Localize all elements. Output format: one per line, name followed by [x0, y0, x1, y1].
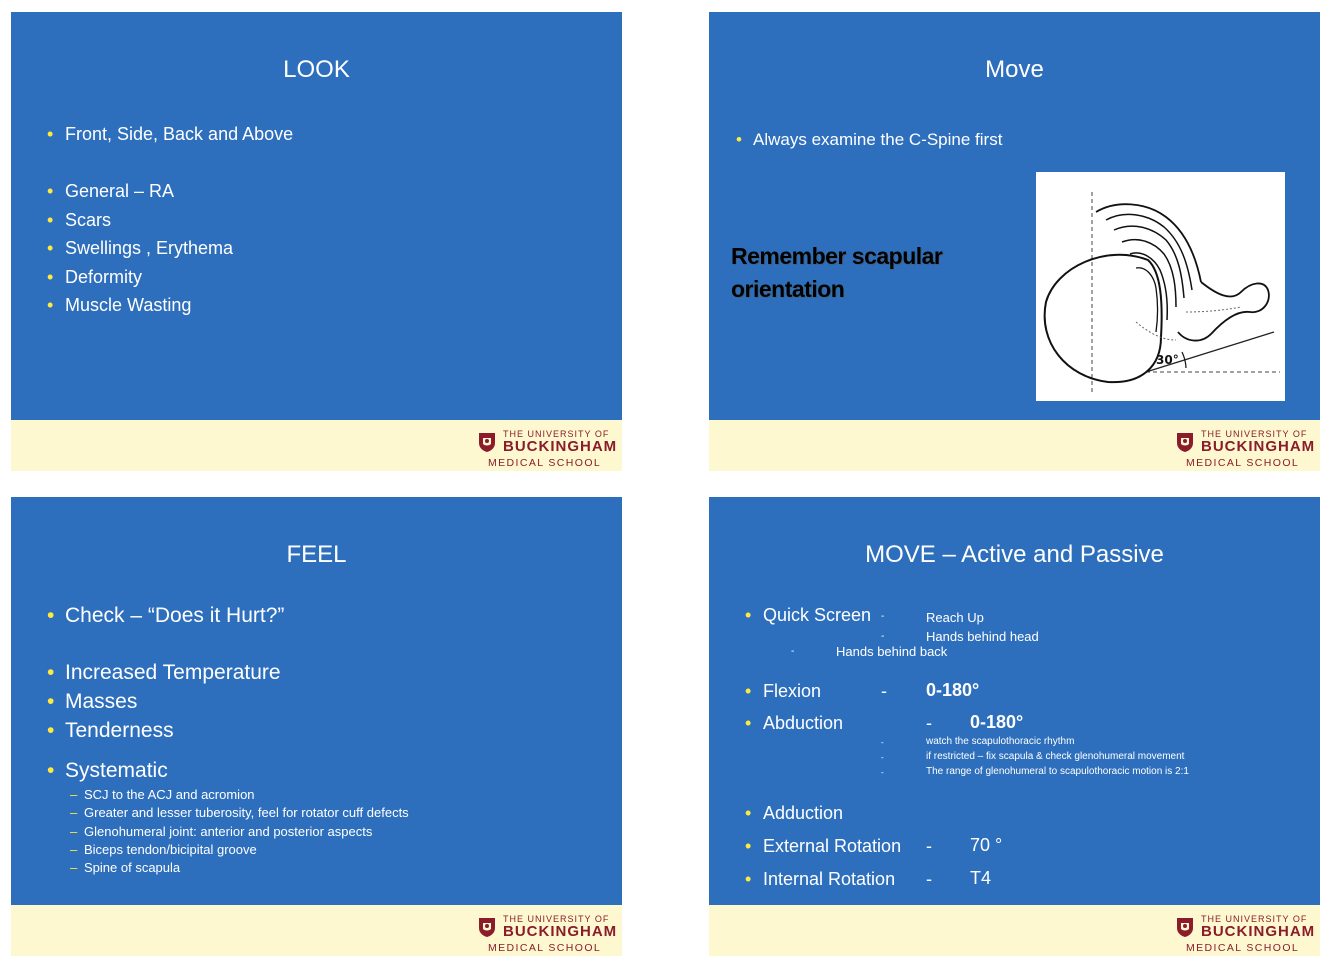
abduction-value: 0-180° [970, 712, 1024, 732]
bullet-text: Swellings , Erythema [65, 238, 234, 258]
bullet-dot: • [745, 803, 752, 823]
slide-footer [11, 420, 622, 471]
crest-icon [1176, 432, 1194, 453]
bullet-item [745, 681, 822, 702]
sub-bullet-item [70, 860, 181, 875]
quick-item: Hands behind back [836, 644, 948, 659]
bullet-item [47, 181, 175, 202]
bullet-item [47, 124, 294, 145]
bullet-text: Scars [65, 210, 112, 230]
university-logo [478, 429, 618, 469]
abduction-note: watch the scapulothoracic rhythm [926, 736, 1075, 747]
bullet-text: Internal Rotation [763, 869, 896, 889]
slide-footer [11, 905, 622, 956]
internal-rotation-value: T4 [970, 868, 992, 888]
angle-label: 30° [1156, 353, 1179, 367]
bullet-text: Systematic [65, 759, 168, 782]
bullet-dot: • [47, 124, 54, 144]
bullet-text: Tenderness [65, 719, 174, 742]
bullet-text: Adduction [763, 803, 844, 823]
remember-line-1: Remember scapular [731, 243, 943, 269]
slide-feel [11, 497, 622, 956]
dash-mark: - [926, 713, 932, 733]
bullet-text: Quick Screen [763, 605, 872, 625]
slide-move [709, 12, 1320, 471]
logo-line-3: MEDICAL SCHOOL [1186, 457, 1300, 469]
dash-mark: - [881, 611, 885, 622]
logo-line-3: MEDICAL SCHOOL [488, 942, 602, 954]
bullet-text: Increased Temperature [65, 661, 281, 684]
logo-line-3: MEDICAL SCHOOL [1186, 942, 1300, 954]
remember-line-2: orientation [731, 276, 845, 302]
dash-mark: - [881, 681, 887, 701]
bullet-dot: • [47, 267, 54, 287]
bullet-dot: • [745, 869, 752, 889]
logo-line-1: THE UNIVERSITY OF [503, 429, 610, 439]
slide-footer [709, 420, 1320, 471]
bullet-dot: • [745, 681, 752, 701]
bullet-dot: • [47, 210, 54, 230]
university-logo [1176, 429, 1316, 469]
bullet-dot: • [745, 605, 752, 625]
external-rotation-value: 70 ° [970, 835, 1003, 855]
bullet-text: General – RA [65, 181, 175, 201]
logo-line-3: MEDICAL SCHOOL [488, 457, 602, 469]
bullet-item [47, 295, 192, 316]
scapula-figure [1036, 172, 1285, 401]
bullet-item [736, 130, 1003, 150]
flexion-value: 0-180° [926, 680, 980, 700]
sub-bullet-text: Glenohumeral joint: anterior and posterior aspects [84, 824, 373, 839]
dash-mark: - [926, 836, 932, 856]
bullet-item [745, 836, 902, 857]
logo-line-2: BUCKINGHAM [503, 438, 618, 455]
bullet-item [47, 719, 174, 743]
slide-title: Move [985, 56, 1044, 83]
slide-footer [709, 905, 1320, 956]
dash-mark: - [881, 738, 884, 747]
scapula-orientation-diagram [1036, 172, 1285, 401]
bullet-item [745, 713, 844, 734]
bullet-item [47, 604, 285, 628]
sub-bullet-item [70, 824, 373, 839]
bullet-item [47, 759, 168, 783]
bullet-text: Masses [65, 690, 138, 713]
bullet-text: Front, Side, Back and Above [65, 124, 294, 144]
remember-note [731, 240, 942, 306]
bullet-item [745, 605, 872, 626]
bullet-item [745, 869, 896, 890]
university-logo [1176, 914, 1316, 954]
quick-item: Hands behind head [926, 629, 1039, 644]
slide-title: MOVE – Active and Passive [865, 541, 1164, 568]
dash-mark: - [791, 646, 795, 657]
sub-bullet-dash: – [70, 842, 78, 857]
bullet-text: Flexion [763, 681, 822, 701]
sub-bullet-text: Greater and lesser tuberosity, feel for rotator cuff defects [84, 805, 409, 820]
university-logo [478, 914, 618, 954]
bullet-text: Always examine the C-Spine first [753, 130, 1003, 149]
slide-title: FEEL [286, 541, 347, 568]
sub-bullet-dash: – [70, 805, 78, 820]
slide-move-active-passive [709, 497, 1320, 956]
bullet-item [745, 803, 844, 824]
dash-mark: - [881, 753, 884, 762]
logo-line-1: THE UNIVERSITY OF [503, 914, 610, 924]
bullet-dot: • [47, 719, 55, 742]
quick-item: Reach Up [926, 610, 984, 625]
bullet-text: Check – “Does it Hurt?” [65, 604, 285, 627]
logo-line-2: BUCKINGHAM [1201, 923, 1316, 940]
sub-bullet-text: Biceps tendon/bicipital groove [84, 842, 257, 857]
sub-bullet-text: SCJ to the ACJ and acromion [84, 787, 255, 802]
bullet-dot: • [745, 713, 752, 733]
bullet-item [47, 238, 234, 259]
bullet-dot: • [47, 690, 55, 713]
crest-icon [1176, 917, 1194, 938]
dash-mark: - [881, 768, 884, 777]
bullet-dot: • [47, 661, 55, 684]
sub-bullet-dash: – [70, 787, 78, 802]
bullet-text: External Rotation [763, 836, 902, 856]
bullet-dot: • [47, 759, 55, 782]
logo-line-1: THE UNIVERSITY OF [1201, 429, 1308, 439]
crest-icon [478, 917, 496, 938]
crest-icon [478, 432, 496, 453]
bullet-text: Muscle Wasting [65, 295, 192, 315]
logo-line-2: BUCKINGHAM [503, 923, 618, 940]
bullet-item [47, 267, 143, 288]
bullet-item [47, 210, 112, 231]
bullet-dot: • [47, 181, 54, 201]
bullet-dot: • [736, 130, 742, 149]
abduction-note: if restricted – fix scapula & check glenohumeral movement [926, 751, 1185, 762]
bullet-item [47, 661, 281, 685]
slide-title: LOOK [283, 56, 350, 83]
dash-mark: - [926, 869, 932, 889]
logo-line-2: BUCKINGHAM [1201, 438, 1316, 455]
abduction-note: The range of glenohumeral to scapulothoracic motion is 2:1 [926, 766, 1189, 777]
bullet-dot: • [47, 238, 54, 258]
bullet-text: Deformity [65, 267, 143, 287]
bullet-dot: • [47, 295, 54, 315]
bullet-dot: • [745, 836, 752, 856]
bullet-item [47, 690, 138, 714]
sub-bullet-dash: – [70, 824, 78, 839]
sub-bullet-item [70, 805, 409, 820]
bullet-text: Abduction [763, 713, 844, 733]
logo-line-1: THE UNIVERSITY OF [1201, 914, 1308, 924]
sub-bullet-text: Spine of scapula [84, 860, 181, 875]
sub-bullet-dash: – [70, 860, 78, 875]
dash-mark: - [881, 631, 885, 642]
bullet-dot: • [47, 604, 55, 627]
slide-look [11, 12, 622, 471]
sub-bullet-item [70, 842, 257, 857]
sub-bullet-item [70, 787, 255, 802]
